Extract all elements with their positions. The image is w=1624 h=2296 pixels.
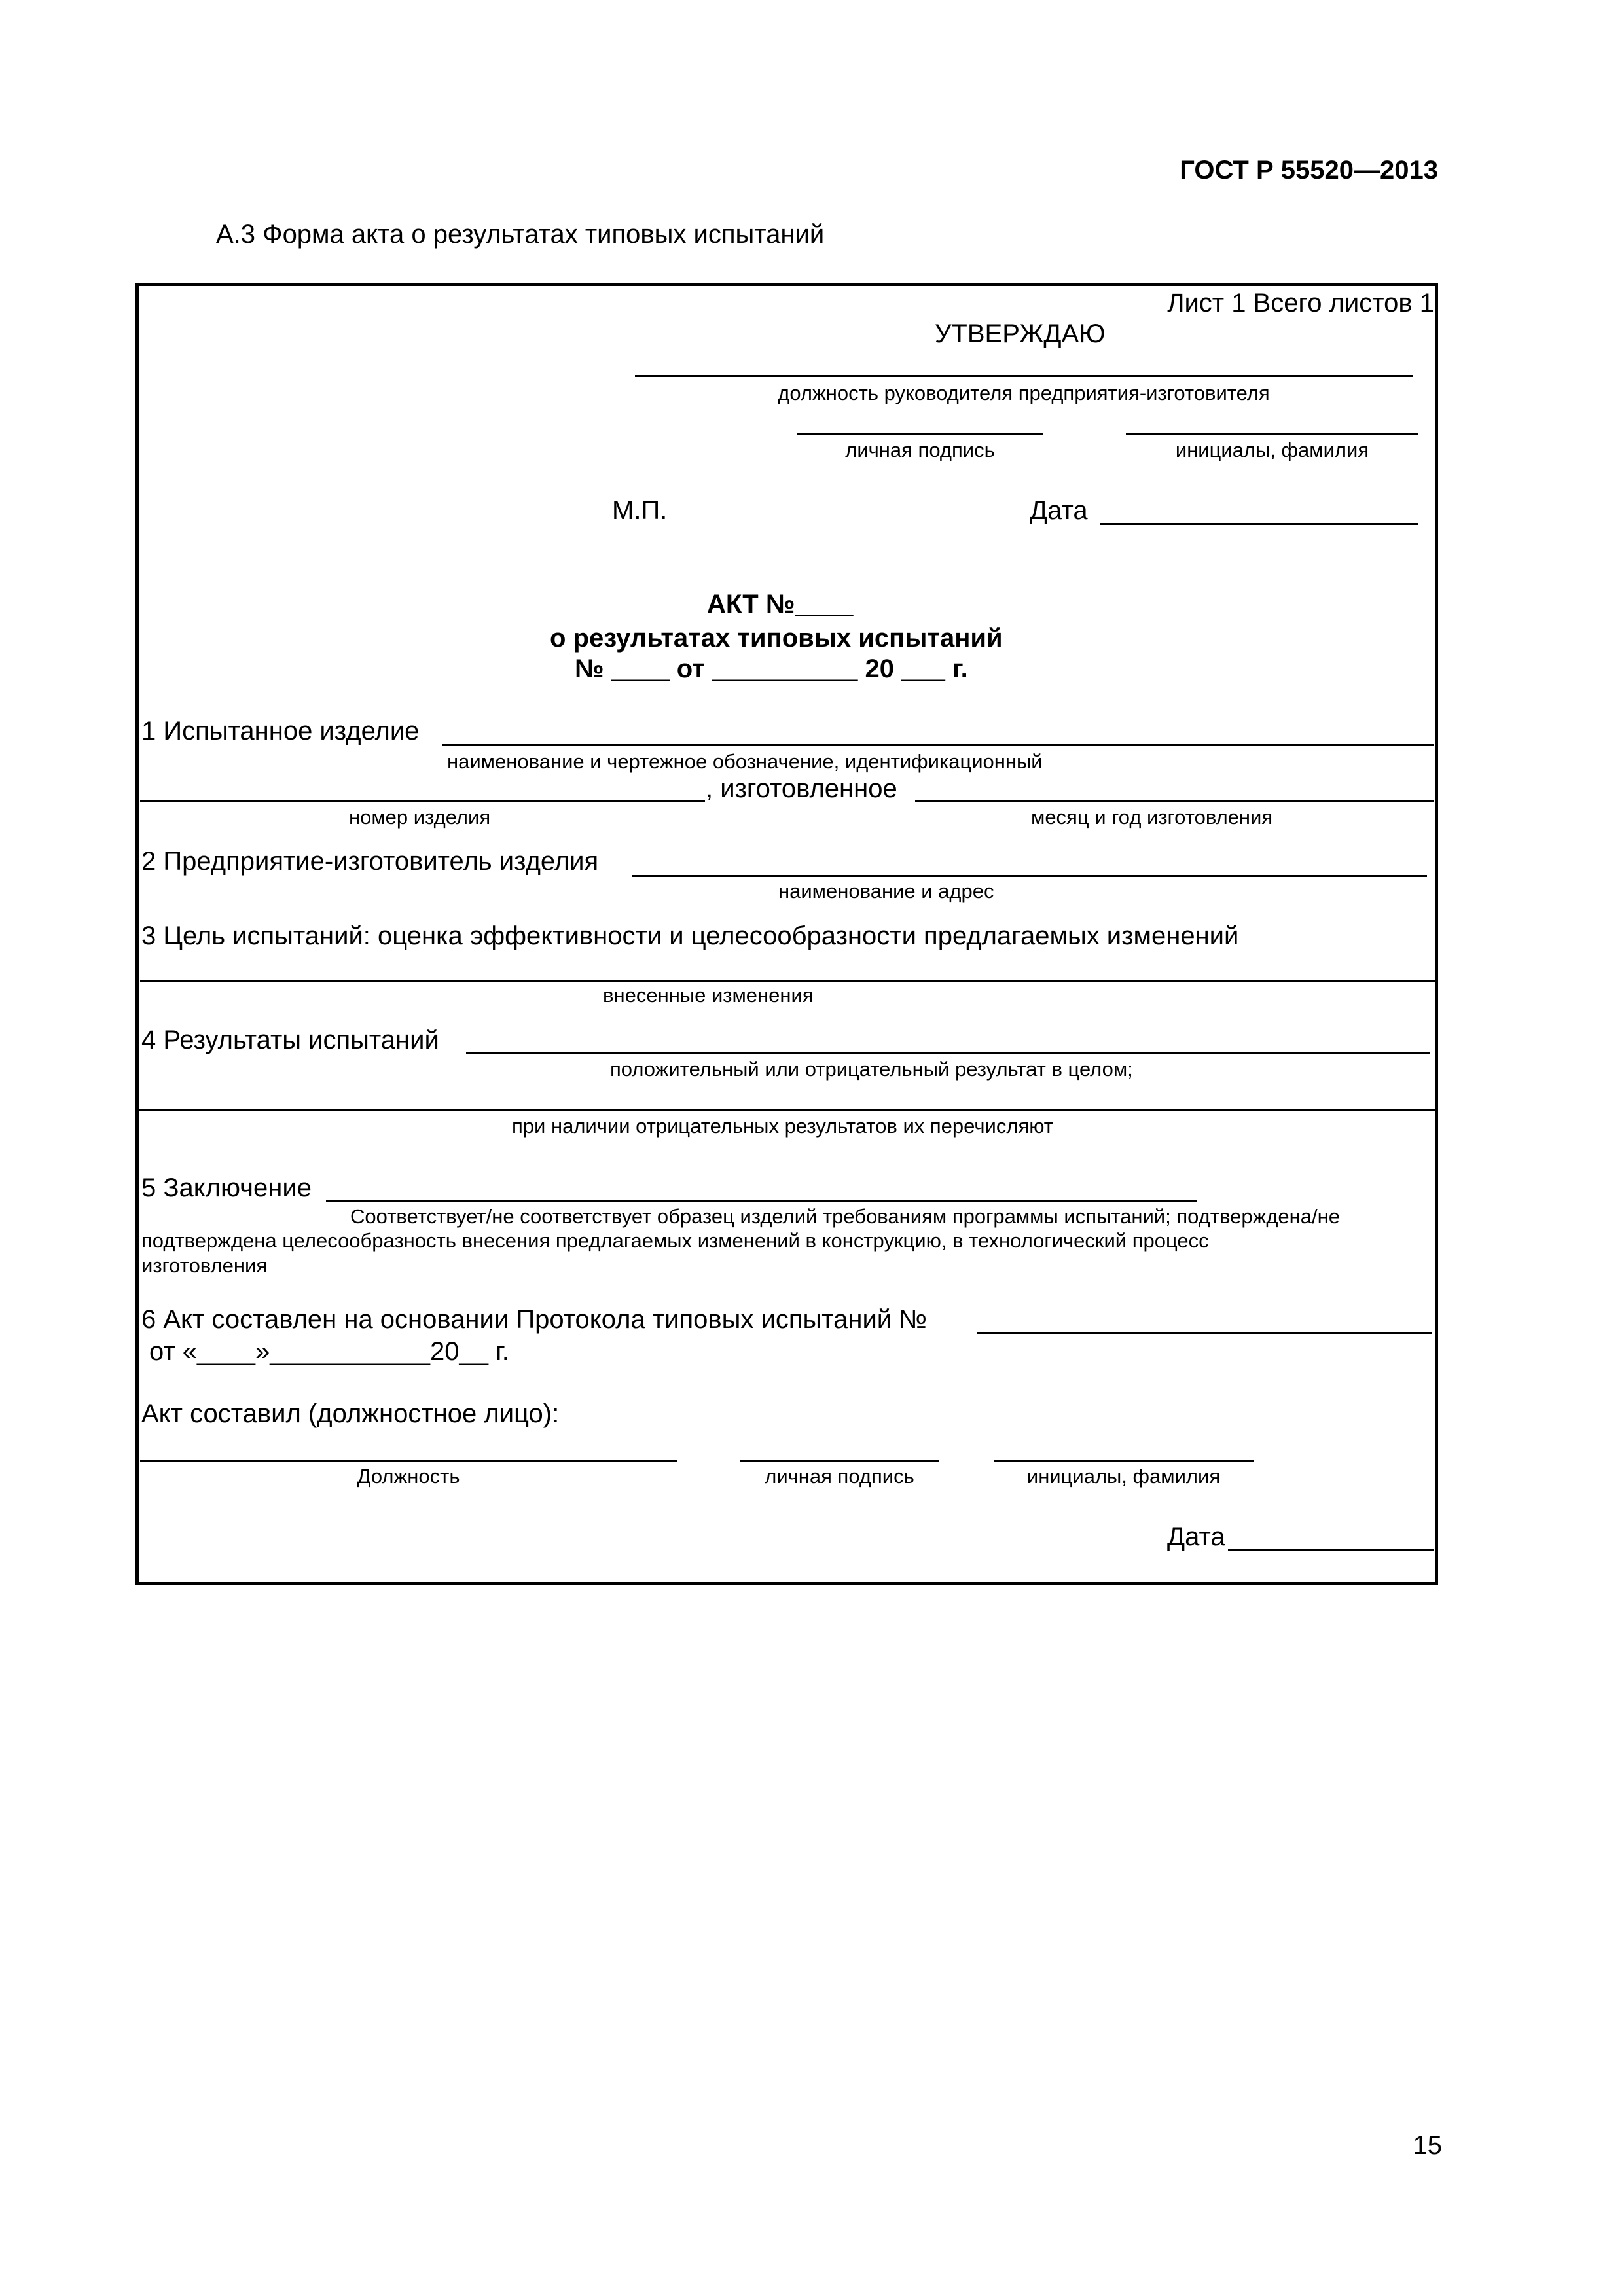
item1-date-caption: месяц и год изготовления — [1031, 806, 1273, 829]
item4-second-line[interactable] — [137, 1109, 1438, 1111]
act-number-date: № ____ от __________ 20 ___ г. — [575, 655, 968, 683]
approver-position-caption: должность руководителя предприятия-изготовителя — [778, 382, 1270, 404]
compiled-date-label: Дата — [1167, 1522, 1225, 1551]
stamp-label: М.П. — [612, 496, 668, 525]
item3-line[interactable] — [140, 980, 1438, 982]
item2-line[interactable] — [632, 875, 1427, 877]
item1-label: 1 Испытанное изделие — [141, 717, 420, 745]
item3-label: 3 Цель испытаний: оценка эффективности и целесообразности предлагаемых изменений — [141, 922, 1239, 950]
compiled-position-line[interactable] — [140, 1460, 677, 1462]
item2-caption: наименование и адрес — [778, 880, 994, 903]
item4-caption: положительный или отрицательный результат в целом; — [610, 1058, 1133, 1081]
item1-caption: наименование и чертежное обозначение, идентификационный — [447, 750, 1043, 773]
act-title: АКТ №____ — [707, 590, 854, 619]
item1-date-line[interactable] — [915, 800, 1434, 802]
item1-number-caption: номер изделия — [349, 806, 491, 829]
item4-line[interactable] — [466, 1052, 1430, 1054]
standard-number: ГОСТ Р 55520—2013 — [1180, 156, 1438, 185]
compiled-signature-line[interactable] — [740, 1460, 939, 1462]
item5-caption-line3: изготовления — [141, 1254, 268, 1277]
compiled-date-line[interactable] — [1228, 1549, 1434, 1551]
item2-label: 2 Предприятие-изготовитель изделия — [141, 847, 599, 876]
approver-signature-line[interactable] — [797, 433, 1043, 435]
item3-caption: внесенные изменения — [603, 984, 814, 1007]
item1-number-line[interactable] — [140, 800, 705, 802]
approve-title: УТВЕРЖДАЮ — [935, 319, 1106, 348]
item6-protocol-number-line[interactable] — [977, 1332, 1432, 1334]
item5-line[interactable] — [326, 1200, 1197, 1202]
approve-date-line[interactable] — [1100, 523, 1418, 525]
approve-date-label: Дата — [1030, 496, 1088, 525]
sheet-info: Лист 1 Всего листов 1 — [1167, 289, 1434, 317]
approver-name-caption: инициалы, фамилия — [1175, 439, 1369, 461]
item5-label: 5 Заключение — [141, 1174, 312, 1202]
approver-position-line[interactable] — [635, 375, 1413, 377]
section-title: А.3 Форма акта о результатах типовых испытаний — [216, 220, 825, 249]
item5-caption-line1: Соответствует/не соответствует образец изделий требованиям программы испытаний; подтверждена/не — [350, 1205, 1340, 1228]
compiled-label: Акт составил (должностное лицо): — [141, 1399, 560, 1428]
compiled-name-line[interactable] — [994, 1460, 1254, 1462]
compiled-name-caption: инициалы, фамилия — [1026, 1465, 1221, 1488]
approver-name-line[interactable] — [1126, 433, 1418, 435]
compiled-position-caption: Должность — [357, 1465, 460, 1488]
act-subtitle: о результатах типовых испытаний — [550, 624, 1003, 653]
item1-name-line[interactable] — [442, 744, 1434, 746]
item6-label: 6 Акт составлен на основании Протокола типовых испытаний № — [141, 1305, 928, 1334]
compiled-signature-caption: личная подпись — [765, 1465, 914, 1488]
item5-caption-line2: подтверждена целесообразность внесения предлагаемых изменений в конструкцию, в технологический процесс — [141, 1229, 1209, 1252]
item6-date[interactable]: от «____»___________20__ г. — [149, 1337, 509, 1366]
item4-label: 4 Результаты испытаний — [141, 1026, 439, 1054]
approver-signature-caption: личная подпись — [845, 439, 995, 461]
page-number: 15 — [1413, 2131, 1442, 2160]
item4-caption2: при наличии отрицательных результатов их перечисляют — [512, 1115, 1053, 1138]
item1-manufactured-label: , изготовленное — [706, 774, 897, 803]
